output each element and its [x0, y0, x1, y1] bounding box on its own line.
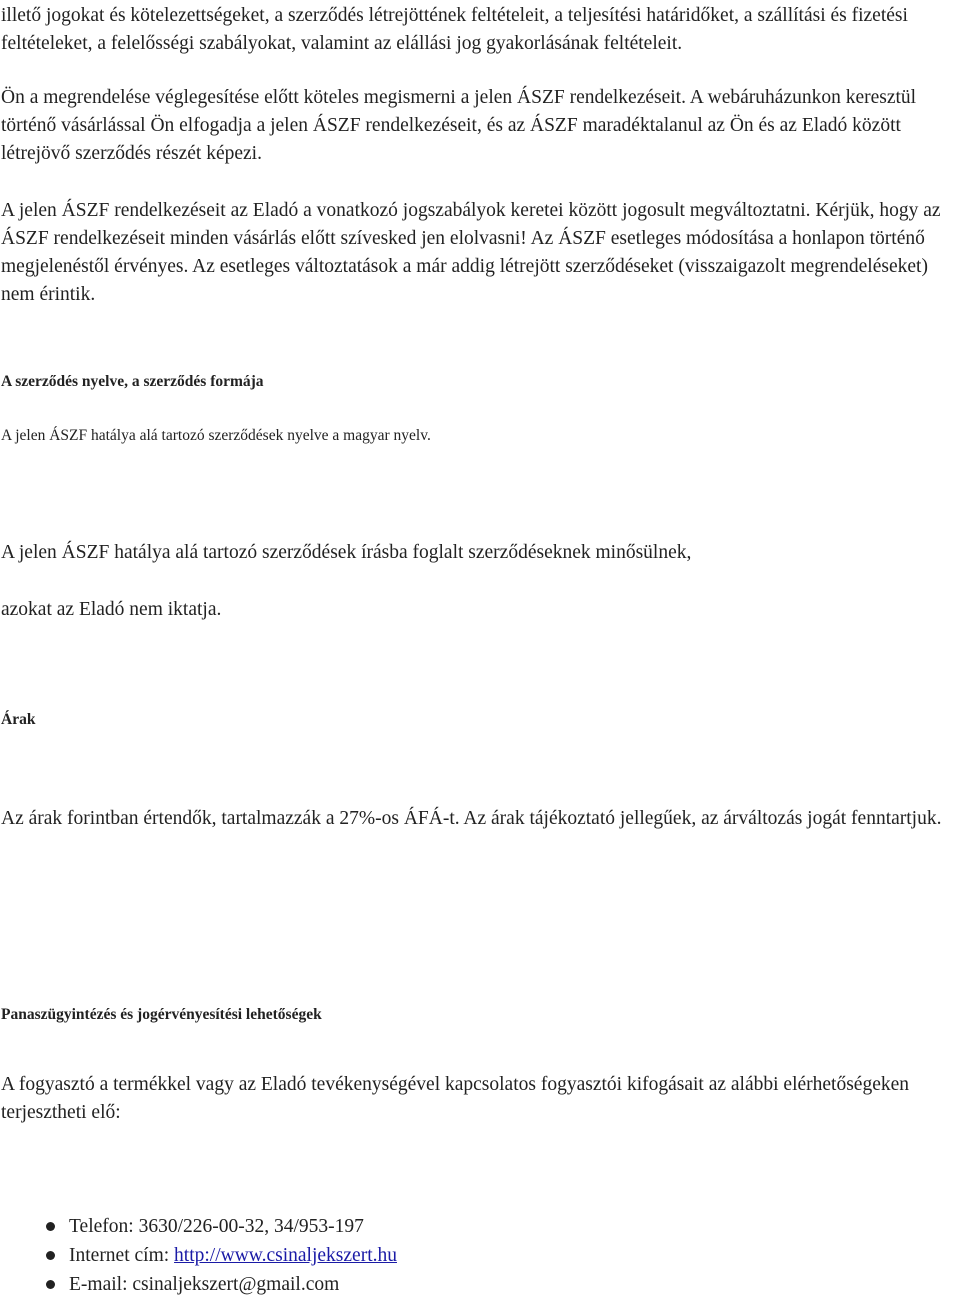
list-item	[0, 1241, 397, 1270]
bullet-icon	[46, 1280, 55, 1289]
heading-complaints: Panaszügyintézés és jogérvényesítési lehetőségek	[1, 1006, 322, 1023]
paragraph-scope-intro: illető jogokat és kötelezettségeket, a szerződés létrejöttének feltételeit, a teljesítési határidőket, a szállítási és fizetési feltételeket, a felelősségi szabályokat, valamint az elállási jog gyakorlásának feltételeit.	[1, 5, 908, 54]
paragraph-acceptance: Ön a megrendelése véglegesítése előtt köteles megismerni a jelen ÁSZF rendelkezéseit. A webáruházunkon keresztül történő vásárlással Ön elfogadja a jelen ÁSZF rendelkezéseit, és az ÁSZF maradéktalanul az Ön és az Eladó között létrejövő szerződés részét képezi.	[1, 87, 917, 164]
paragraph-complaints: A fogyasztó a termékkel vagy az Eladó tevékenységével kapcsolatos fogyasztói kifogásait az alábbi elérhetőségeken terjesztheti elő:	[1, 1074, 910, 1123]
contact-list	[0, 1212, 397, 1299]
contact-phone: Telefon: 3630/226-00-32, 34/953-197	[69, 1216, 364, 1237]
list-item	[0, 1212, 397, 1241]
contact-email: E-mail: csinaljekszert@gmail.com	[69, 1274, 340, 1295]
paragraph-contract-form: A jelen ÁSZF hatálya alá tartozó szerződések írásba foglalt szerződéseknek minősülnek,	[1, 542, 692, 563]
bullet-icon	[46, 1251, 55, 1260]
paragraph-modification: A jelen ÁSZF rendelkezéseit az Eladó a vonatkozó jogszabályok keretei között jogosult megváltoztatni. Kérjük, hogy az ÁSZF rendelkezéseit minden vásárlás előtt szívesked jen elolvasni! Az ÁSZF esetleges módosítása a honlapon történő megjelenéstől érvényes. Az esetleges változtatások a már addig létrejött szerződéseket (visszaigazolt megrendeléseket) nem érintik.	[1, 200, 941, 305]
website-link[interactable]: http://www.csinaljekszert.hu	[174, 1245, 397, 1266]
paragraph-contract-language: A jelen ÁSZF hatálya alá tartozó szerződések nyelve a magyar nyelv.	[1, 427, 431, 444]
heading-prices: Árak	[1, 711, 36, 728]
bullet-icon	[46, 1222, 55, 1231]
heading-contract-language: A szerződés nyelve, a szerződés formája	[1, 373, 264, 390]
paragraph-prices: Az árak forintban értendők, tartalmazzák a 27%-os ÁFÁ-t. Az árak tájékoztató jellegűek, az árváltozás jogát fenntartjuk.	[1, 808, 942, 829]
paragraph-contract-registration: azokat az Eladó nem iktatja.	[1, 599, 222, 620]
contact-web-label: Internet cím:	[69, 1245, 175, 1266]
list-item	[0, 1270, 397, 1299]
